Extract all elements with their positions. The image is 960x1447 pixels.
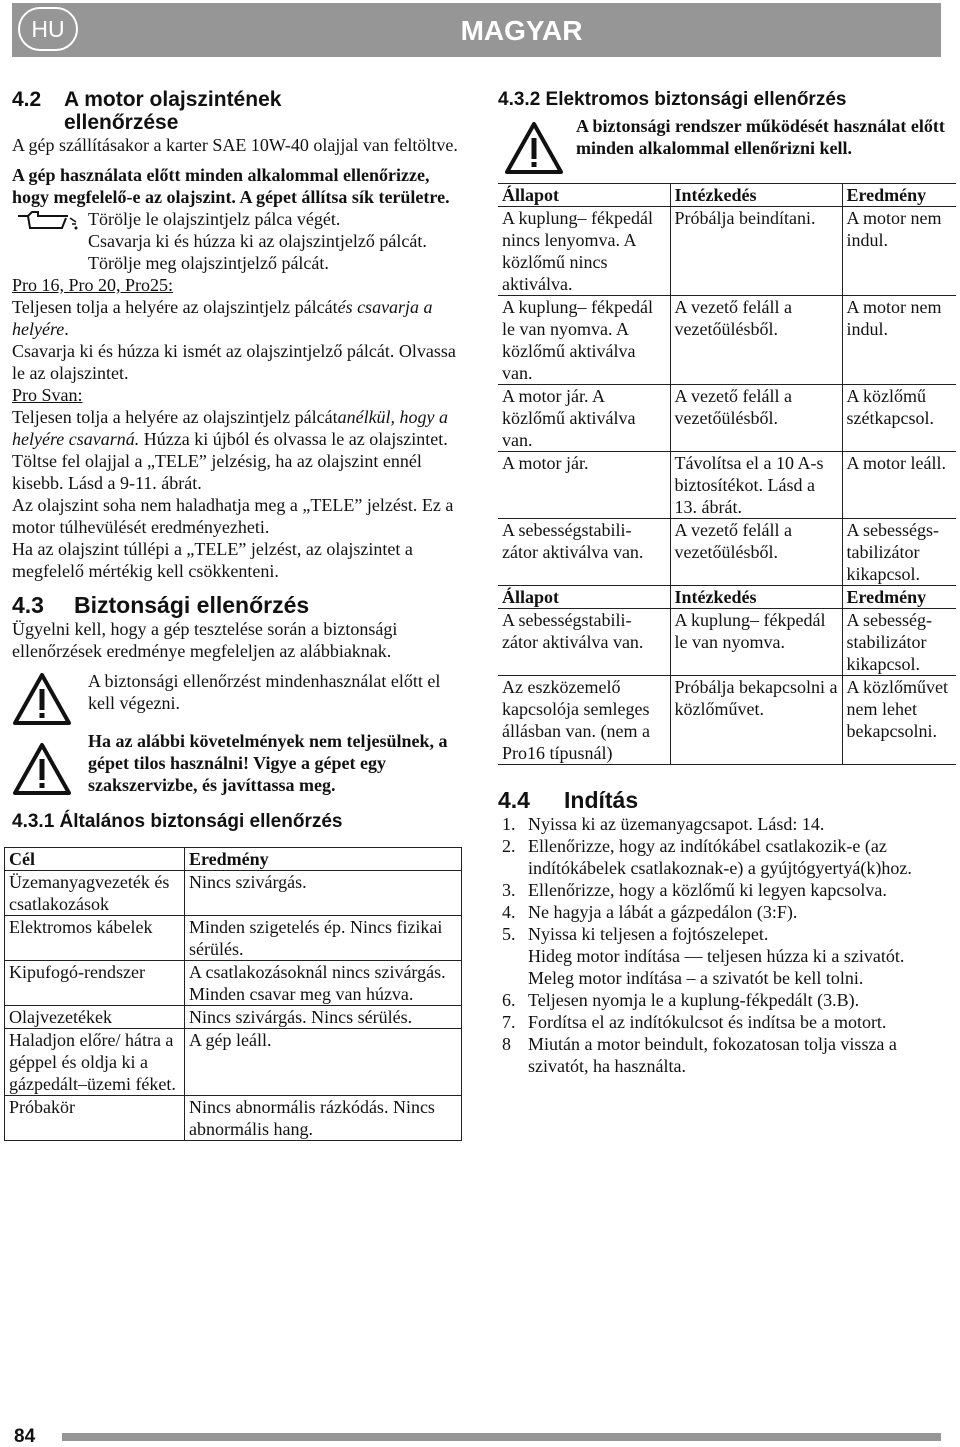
warning-block (12, 730, 462, 796)
oil-dipstick-icon (16, 210, 80, 232)
table-cell: A vezető feláll a vezetőülésből. (670, 296, 842, 385)
table-cell: A motor leáll. (842, 452, 956, 519)
table-cell: A motor nem indul. (842, 296, 956, 385)
section-number: 4.2 (12, 88, 42, 111)
page-number: 84 (14, 1426, 36, 1447)
section-number: 4.4 (498, 787, 530, 813)
table-cell: A sebességstabili- zátor aktiválva van. (498, 519, 670, 586)
table-cell: A kuplung– fékpedál nincs lenyomva. A közlőmű nincs aktiválva. (498, 207, 670, 296)
table-cell: A vezető feláll a vezetőülésből. (670, 385, 842, 452)
paragraph: Töltse fel olajjal a „TELE” jelzésig, ha az olajszint ennél kisebb. Lásd a 9-11. ábrát. (12, 451, 422, 493)
step-number: 1. (502, 814, 516, 834)
instruction-italic: anélkül, hogy a helyére csavarná. (12, 407, 449, 449)
table-cell: Nincs abnormális rázkódás. Nincs abnormális hang. (185, 1096, 462, 1141)
section-4-4-heading (498, 787, 956, 813)
right-column (498, 88, 956, 1077)
table-header-cell: Állapot (498, 586, 670, 609)
table-header-cell: Intézkedés (670, 586, 842, 609)
table-row (5, 1006, 462, 1029)
table-cell: A közlőmű szétkapcsol. (842, 385, 956, 452)
section-title: Indítás (564, 787, 639, 813)
list-item (498, 835, 956, 879)
table-header-cell: Cél (5, 848, 185, 871)
table-cell: Olajvezetékek (5, 1006, 185, 1029)
step-text: Miután a motor beindult, fokozatosan tolja vissza a szivatót, ha használta. (528, 1034, 897, 1076)
table-cell: A sebességs- tabilizátor kikapcsol. (842, 519, 956, 586)
table-header-cell: Eredmény (842, 586, 956, 609)
section-title-cont: ellenőrzése (64, 111, 179, 134)
section-title: A motor olajszintének (64, 88, 282, 111)
instruction: Meleg motor indítása – a szivatót be kell tolni. (528, 968, 864, 988)
instruction-text: . (64, 319, 69, 339)
start-steps-list (498, 813, 956, 945)
table-header-cell: Intézkedés (670, 184, 842, 207)
table-cell: A vezető feláll a vezetőülésből. (670, 519, 842, 586)
table-cell: Nincs szivárgás. (185, 871, 462, 916)
paragraph: Az olajszint soha nem haladhatja meg a „TELE” jelzést. Ez a motor túlhevülését eredményezheti. (12, 495, 454, 537)
step-5-details (498, 945, 956, 989)
paragraph-bold: A gép használata előtt minden alkalommal ellenőrizze, hogy megfelelő-e az olajszint. A gépet állítsa sík területre. (12, 165, 450, 207)
model-label: Pro Svan: (12, 385, 83, 405)
instruction: Törölje le olajszintjelz pálca végét. (88, 209, 341, 229)
list-item (498, 989, 956, 1011)
warning-triangle-icon (12, 672, 72, 726)
paragraph: Ha az olajszint túllépi a „TELE” jelzést, az olajszintet a megfelelő mértékig kell csökkenteni. (12, 539, 413, 581)
language-badge: HU (18, 7, 78, 51)
section-4-3-2-heading: 4.3.2 Elektromos biztonsági ellenőrzés (498, 89, 847, 110)
table-cell: A motor nem indul. (842, 207, 956, 296)
warning-block (498, 115, 956, 159)
section-4-3-heading (12, 592, 462, 618)
list-item (498, 923, 956, 945)
table-row (498, 676, 956, 765)
table-row (498, 385, 956, 452)
step-number: 6. (502, 990, 516, 1010)
table-header-row (498, 586, 956, 609)
start-steps-list-cont (498, 989, 956, 1077)
table-header-row (5, 848, 462, 871)
page-header (12, 3, 941, 57)
table-cell: A motor jár. (498, 452, 670, 519)
table-cell: A kuplung– fékpedál le van nyomva. (670, 609, 842, 676)
footer-bar (62, 1433, 941, 1441)
step-text: Teljesen nyomja le a kuplung-fékpedált (3.B). (528, 990, 860, 1010)
table-header-cell: Eredmény (185, 848, 462, 871)
electric-safety-table (498, 183, 956, 765)
section-number: 4.3 (12, 592, 44, 618)
list-item (498, 901, 956, 923)
list-item (498, 1033, 956, 1077)
table-cell: Üzemanyagvezeték és csatlakozások (5, 871, 185, 916)
table-cell: A sebesség- stabilizátor kikapcsol. (842, 609, 956, 676)
table-row (5, 916, 462, 961)
table-row (498, 519, 956, 586)
step-text: Ellenőrizze, hogy az indítókábel csatlakozik-e (az indítókábelek csatlakoznak-e) a gyújtógyertyá(k)hoz. (528, 836, 912, 878)
table-row (498, 296, 956, 385)
step-number: 7. (502, 1012, 516, 1032)
instruction: Csavarja ki és húzza ki az olajszintjelző pálcát. Törölje meg olajszintjelző pálcát. (88, 231, 427, 273)
table-cell: Próbálja bekapcsolni a közlőművet. (670, 676, 842, 765)
table-cell: Próbakör (5, 1096, 185, 1141)
left-column (9, 88, 462, 1141)
table-cell: Minden szigetelés ép. Nincs fizikai sérülés. (185, 916, 462, 961)
table-cell: Próbálja beindítani. (670, 207, 842, 296)
table-row (5, 961, 462, 1006)
paragraph: Ügyelni kell, hogy a gép tesztelése során a biztonsági ellenőrzések eredménye megfeleljen az alábbiaknak. (12, 619, 398, 661)
table-cell: Haladjon előre/ hátra a géppel és oldja ki a gázpedált–üzemi féket. (5, 1029, 185, 1096)
list-item (498, 879, 956, 901)
table-cell: Az eszközemelő kapcsolója semleges állásban van. (nem a Pro16 típusnál) (498, 676, 670, 765)
table-cell: A kuplung– fékpedál le van nyomva. A közlőmű aktiválva van. (498, 296, 670, 385)
step-number: 3. (502, 880, 516, 900)
warning-triangle-icon (12, 742, 72, 796)
paragraph: A gép szállításakor a karter SAE 10W-40 olajjal van feltöltve. (12, 135, 458, 155)
table-row (498, 207, 956, 296)
table-row (498, 609, 956, 676)
step-text: Nyissa ki teljesen a fojtószelepet. (528, 924, 769, 944)
instruction (12, 406, 462, 450)
table-cell: A gép leáll. (185, 1029, 462, 1096)
table-row (5, 1029, 462, 1096)
table-cell: A közlőművet nem lehet bekapcsolni. (842, 676, 956, 765)
table-cell: Távolítsa el a 10 A-s biztosítékot. Lásd a 13. ábrát. (670, 452, 842, 519)
section-4-3-1-heading: 4.3.1 Általános biztonsági ellenőrzés (12, 811, 343, 832)
general-safety-table (4, 847, 462, 1141)
table-row (498, 452, 956, 519)
table-cell: A motor jár. A közlőmű aktiválva van. (498, 385, 670, 452)
section-title: Biztonsági ellenőrzés (74, 592, 310, 618)
step-number: 8 (502, 1034, 511, 1054)
paragraph: Csavarja ki és húzza ki ismét az olajszintjelző pálcát. Olvassa le az olajszintet. (12, 341, 456, 383)
instruction: Hideg motor indítása — teljesen húzza ki a szivatót. (528, 946, 905, 966)
table-row (5, 1096, 462, 1141)
warning-text: A biztonsági rendszer működését használat előtt minden alkalommal ellenőrizni kell. (576, 116, 945, 158)
warning-text: Ha az alábbi követelmények nem teljesülnek, a gépet tilos használni! Vigye a gépet egy szakszervizbe, és javíttassa meg. (88, 731, 448, 795)
instruction (12, 296, 462, 340)
step-text: Ellenőrizze, hogy a közlőmű ki legyen kapcsolva. (528, 880, 887, 900)
instruction-italic: és csavarja a helyére (12, 297, 433, 339)
step-number: 2. (502, 836, 516, 856)
list-item (498, 813, 956, 835)
step-text: Nyissa ki az üzemanyagcsapot. Lásd: 14. (528, 814, 825, 834)
table-cell: Kipufogó-rendszer (5, 961, 185, 1006)
language-title: MAGYAR (460, 15, 583, 46)
instruction-text: Húzza ki újból és olvassa le az olajszintet. (139, 429, 448, 449)
warning-block (12, 670, 462, 714)
dipstick-step (12, 208, 462, 230)
table-cell: A csatlakozásoknál nincs szivárgás. Minden csavar meg van húzva. (185, 961, 462, 1006)
instruction-text: Teljesen tolja a helyére az olajszintjelz pálcát (12, 407, 338, 427)
table-cell: Elektromos kábelek (5, 916, 185, 961)
model-label: Pro 16, Pro 20, Pro25: (12, 275, 174, 295)
step-number: 5. (502, 924, 516, 944)
warning-triangle-icon (504, 121, 564, 175)
table-header-row (498, 184, 956, 207)
warning-text: A biztonsági ellenőrzést mindenhasználat előtt el kell végezni. (88, 671, 441, 713)
table-cell: A sebességstabili- zátor aktiválva van. (498, 609, 670, 676)
step-number: 4. (502, 902, 516, 922)
step-text: Ne hagyja a lábát a gázpedálon (3:F). (528, 902, 798, 922)
table-cell: Nincs szivárgás. Nincs sérülés. (185, 1006, 462, 1029)
table-header-cell: Állapot (498, 184, 670, 207)
table-row (5, 871, 462, 916)
list-item (498, 1011, 956, 1033)
table-header-cell: Eredmény (842, 184, 956, 207)
instruction-text: Teljesen tolja a helyére az olajszintjelz pálcát (12, 297, 338, 317)
section-4-2-heading (12, 88, 462, 134)
step-text: Fordítsa el az indítókulcsot és indítsa be a motort. (528, 1012, 887, 1032)
